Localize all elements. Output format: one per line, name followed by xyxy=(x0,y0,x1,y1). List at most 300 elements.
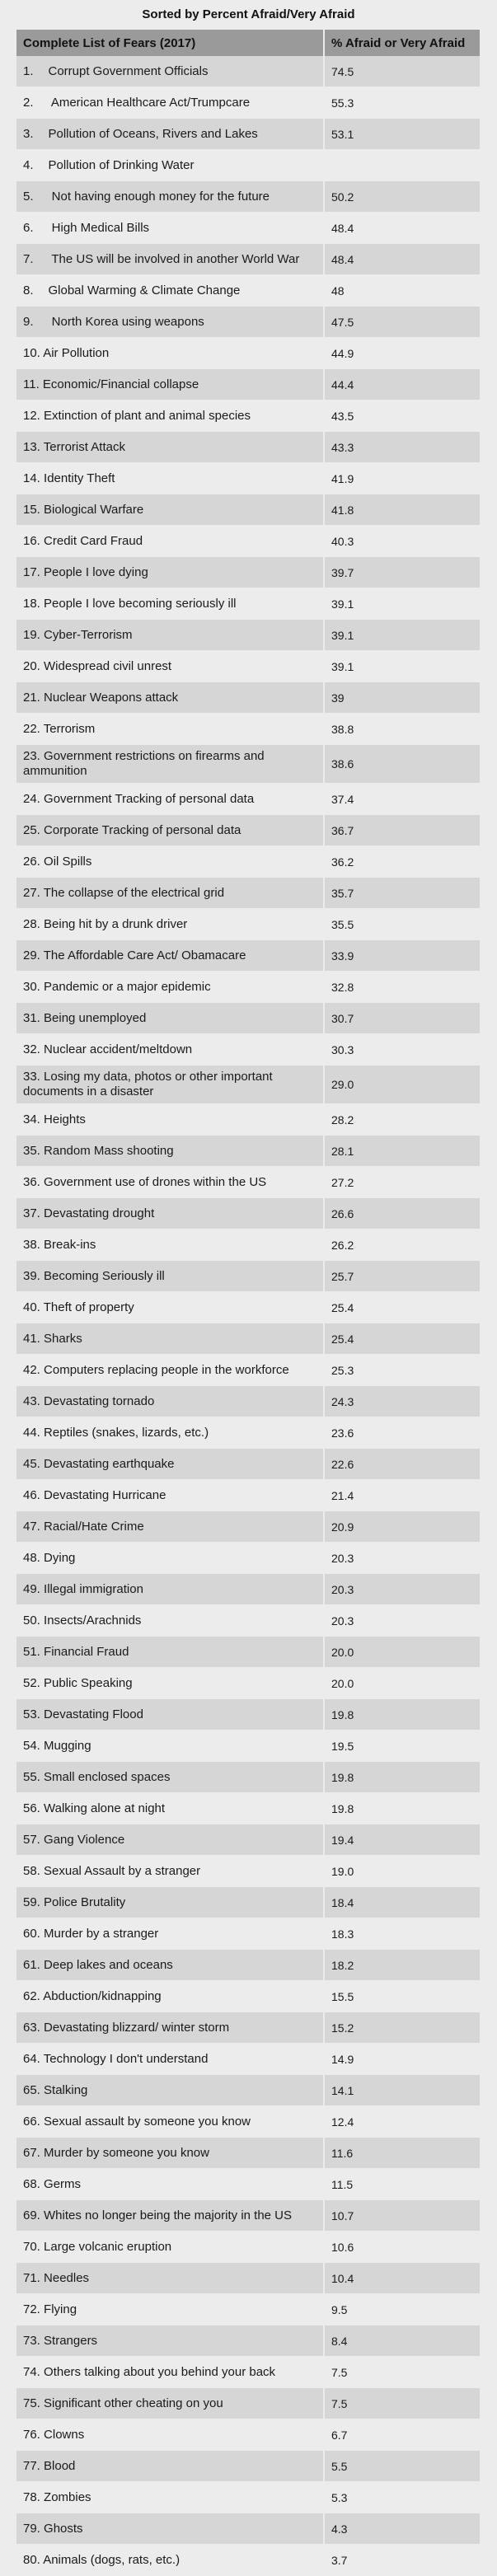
fear-cell xyxy=(16,651,324,682)
fear-label: Identity Theft xyxy=(40,471,115,485)
fear-cell xyxy=(16,1417,324,1449)
table-row xyxy=(16,1449,481,1480)
rank-number: 23. xyxy=(23,749,40,763)
rank-number: 49. xyxy=(23,1582,40,1596)
rank-number: 46. xyxy=(23,1488,40,1502)
table-row xyxy=(16,244,481,275)
table-row xyxy=(16,181,481,213)
rank-number: 51. xyxy=(23,1645,40,1659)
table-row xyxy=(16,2325,481,2357)
table-row xyxy=(16,2044,481,2075)
rank-number: 66. xyxy=(23,2115,40,2129)
rank-number: 27. xyxy=(23,886,40,900)
fear-label: Government Tracking of personal data xyxy=(40,792,255,806)
fear-cell xyxy=(16,1511,324,1543)
table-row xyxy=(16,745,481,784)
rank-number: 36. xyxy=(23,1175,40,1189)
fear-label: Nuclear Weapons attack xyxy=(40,691,179,705)
percent-cell: 14.9 xyxy=(324,2044,481,2075)
percent-cell: 20.9 xyxy=(324,1511,481,1543)
table-row xyxy=(16,2513,481,2545)
fear-cell xyxy=(16,682,324,714)
percent-cell: 27.2 xyxy=(324,1167,481,1198)
rank-number: 68. xyxy=(23,2177,40,2191)
fear-label: Losing my data, photos or other important documents in a disaster xyxy=(23,1070,276,1098)
fear-cell xyxy=(16,1386,324,1417)
rank-number: 26. xyxy=(23,855,40,869)
table-row xyxy=(16,1417,481,1449)
rank-number: 56. xyxy=(23,1801,40,1815)
percent-cell: 14.1 xyxy=(324,2075,481,2106)
table-row xyxy=(16,714,481,745)
rank-number: 73. xyxy=(23,2334,40,2348)
rank-number: 19. xyxy=(23,628,40,642)
percent-cell: 36.2 xyxy=(324,846,481,878)
table-row xyxy=(16,1543,481,1574)
fear-cell xyxy=(16,1950,324,1981)
fear-cell xyxy=(16,2106,324,2138)
rank-number: 71. xyxy=(23,2271,40,2285)
fear-label: The US will be involved in another World War xyxy=(38,252,300,266)
percent-cell: 44.9 xyxy=(324,338,481,369)
percent-cell: 48 xyxy=(324,275,481,307)
table-row xyxy=(16,2200,481,2232)
table-row xyxy=(16,119,481,150)
fear-label: Sexual Assault by a stranger xyxy=(40,1864,201,1878)
fear-cell xyxy=(16,2200,324,2232)
fear-label: Others talking about you behind your back xyxy=(40,2365,276,2379)
fear-cell xyxy=(16,56,324,87)
fear-label: Government restrictions on firearms and ammunition xyxy=(23,749,268,778)
fear-label: Pollution of Oceans, Rivers and Lakes xyxy=(38,127,258,141)
rank-number: 67. xyxy=(23,2146,40,2160)
table-row xyxy=(16,2169,481,2200)
rank-number: 10. xyxy=(23,346,40,360)
fear-cell xyxy=(16,1824,324,1856)
table-row xyxy=(16,1605,481,1637)
fear-label: Not having enough money for the future xyxy=(38,190,270,204)
percent-cell: 20.3 xyxy=(324,1574,481,1605)
table-row xyxy=(16,1793,481,1824)
fear-cell xyxy=(16,972,324,1003)
rank-number: 3. xyxy=(23,127,34,141)
fear-label: Pollution of Drinking Water xyxy=(38,158,195,172)
fear-cell xyxy=(16,784,324,815)
fear-cell xyxy=(16,2263,324,2294)
fear-cell xyxy=(16,2075,324,2106)
fear-cell xyxy=(16,909,324,940)
rank-number: 33. xyxy=(23,1070,40,1084)
fear-label: Sexual assault by someone you know xyxy=(40,2115,251,2129)
table-row xyxy=(16,588,481,620)
fear-cell xyxy=(16,213,324,244)
rank-number: 40. xyxy=(23,1300,40,1314)
rank-number: 76. xyxy=(23,2428,40,2442)
rank-number: 69. xyxy=(23,2208,40,2222)
table-row xyxy=(16,2451,481,2482)
fear-label: American Healthcare Act/Trumpcare xyxy=(38,96,251,110)
rank-number: 72. xyxy=(23,2302,40,2316)
percent-cell: 43.3 xyxy=(324,432,481,463)
percent-cell: 74.5 xyxy=(324,56,481,87)
fear-label: Financial Fraud xyxy=(40,1645,129,1659)
fear-label: Oil Spills xyxy=(40,855,92,869)
fear-cell xyxy=(16,87,324,119)
percent-cell: 10.7 xyxy=(324,2200,481,2232)
fear-cell xyxy=(16,1292,324,1323)
page-title: Sorted by Percent Afraid/Very Afraid xyxy=(142,7,355,21)
fear-cell xyxy=(16,275,324,307)
table-row xyxy=(16,1292,481,1323)
fear-label: Dying xyxy=(40,1551,76,1565)
fear-cell xyxy=(16,526,324,557)
fear-cell xyxy=(16,878,324,909)
fear-label: Large volcanic eruption xyxy=(40,2240,172,2254)
percent-cell: 22.6 xyxy=(324,1449,481,1480)
fear-cell xyxy=(16,2451,324,2482)
percent-cell: 19.8 xyxy=(324,1793,481,1824)
fear-cell xyxy=(16,1104,324,1136)
table-row xyxy=(16,2388,481,2419)
table-row xyxy=(16,846,481,878)
fear-label: Devastating blizzard/ winter storm xyxy=(40,2021,230,2035)
table-row xyxy=(16,682,481,714)
rank-number: 59. xyxy=(23,1895,40,1909)
rank-number: 24. xyxy=(23,792,40,806)
rank-number: 55. xyxy=(23,1770,40,1784)
percent-cell: 20.0 xyxy=(324,1637,481,1668)
fear-label: North Korea using weapons xyxy=(38,315,204,329)
percent-cell: 20.3 xyxy=(324,1543,481,1574)
rank-number: 39. xyxy=(23,1269,40,1283)
percent-cell: 30.3 xyxy=(324,1034,481,1066)
percent-cell: 11.6 xyxy=(324,2138,481,2169)
rank-number: 9. xyxy=(23,315,34,329)
fear-label: Terrorist Attack xyxy=(40,440,125,454)
fear-label: Whites no longer being the majority in the US xyxy=(40,2208,293,2222)
rank-number: 20. xyxy=(23,659,40,673)
fear-label: Murder by a stranger xyxy=(40,1927,159,1941)
table-row xyxy=(16,56,481,87)
fear-cell xyxy=(16,1605,324,1637)
fear-label: People I love dying xyxy=(40,565,148,579)
table-row xyxy=(16,432,481,463)
fear-label: Terrorism xyxy=(40,722,96,736)
table-row xyxy=(16,213,481,244)
rank-number: 7. xyxy=(23,252,34,266)
table-row xyxy=(16,878,481,909)
rank-number: 64. xyxy=(23,2052,40,2066)
percent-cell: 15.2 xyxy=(324,2012,481,2044)
fear-label: Mugging xyxy=(40,1739,91,1753)
percent-cell: 19.8 xyxy=(324,1699,481,1731)
table-row xyxy=(16,1699,481,1731)
percent-cell: 30.7 xyxy=(324,1003,481,1034)
fear-cell xyxy=(16,1449,324,1480)
fear-cell xyxy=(16,463,324,494)
table-row xyxy=(16,2012,481,2044)
fear-label: Air Pollution xyxy=(40,346,110,360)
percent-cell: 26.2 xyxy=(324,1229,481,1261)
fear-label: High Medical Bills xyxy=(38,221,150,235)
rank-number: 30. xyxy=(23,980,40,994)
fear-cell xyxy=(16,494,324,526)
percent-cell: 8.4 xyxy=(324,2325,481,2357)
fear-label: Significant other cheating on you xyxy=(40,2396,223,2410)
fear-label: Computers replacing people in the workforce xyxy=(40,1363,289,1377)
table-row xyxy=(16,1136,481,1167)
fear-cell xyxy=(16,1699,324,1731)
percent-cell: 36.7 xyxy=(324,815,481,846)
rank-number: 28. xyxy=(23,917,40,931)
percent-cell: 10.6 xyxy=(324,2232,481,2263)
fear-label: Break-ins xyxy=(40,1238,96,1252)
percent-cell: 39.7 xyxy=(324,557,481,588)
rank-number: 2. xyxy=(23,96,34,110)
fear-cell xyxy=(16,940,324,972)
fear-label: Small enclosed spaces xyxy=(40,1770,171,1784)
percent-cell: 19.4 xyxy=(324,1824,481,1856)
table-row xyxy=(16,1981,481,2012)
percent-cell: 41.9 xyxy=(324,463,481,494)
table-row xyxy=(16,1066,481,1104)
fear-label: Cyber-Terrorism xyxy=(40,628,133,642)
fear-cell xyxy=(16,1034,324,1066)
rank-number: 58. xyxy=(23,1864,40,1878)
rank-number: 12. xyxy=(23,409,40,423)
table-row xyxy=(16,1198,481,1229)
rank-number: 16. xyxy=(23,534,40,548)
rank-number: 4. xyxy=(23,158,34,172)
percent-cell: 39.1 xyxy=(324,588,481,620)
table-row xyxy=(16,1480,481,1511)
table-row xyxy=(16,1003,481,1034)
fear-cell xyxy=(16,369,324,400)
table-row xyxy=(16,1104,481,1136)
fear-cell xyxy=(16,1574,324,1605)
percent-cell: 24.3 xyxy=(324,1386,481,1417)
fear-label: Government use of drones within the US xyxy=(40,1175,267,1189)
table-row xyxy=(16,1856,481,1887)
table-row xyxy=(16,1824,481,1856)
percent-cell: 25.4 xyxy=(324,1323,481,1355)
fear-label: People I love becoming seriously ill xyxy=(40,597,237,611)
fear-cell xyxy=(16,1229,324,1261)
table-row xyxy=(16,651,481,682)
table-row xyxy=(16,1887,481,1918)
table-row xyxy=(16,1511,481,1543)
fear-cell xyxy=(16,2138,324,2169)
table-row xyxy=(16,1731,481,1762)
rank-number: 37. xyxy=(23,1206,40,1220)
rank-number: 43. xyxy=(23,1394,40,1408)
fear-label: Widespread civil unrest xyxy=(40,659,172,673)
fear-cell xyxy=(16,2044,324,2075)
fear-cell xyxy=(16,1918,324,1950)
table-header xyxy=(16,30,481,56)
fear-cell xyxy=(16,2388,324,2419)
table-row xyxy=(16,1355,481,1386)
percent-cell: 25.7 xyxy=(324,1261,481,1292)
fear-label: Walking alone at night xyxy=(40,1801,166,1815)
rank-number: 44. xyxy=(23,1426,40,1440)
percent-cell: 23.6 xyxy=(324,1417,481,1449)
fear-cell xyxy=(16,714,324,745)
rank-number: 74. xyxy=(23,2365,40,2379)
percent-cell: 40.3 xyxy=(324,526,481,557)
fear-label: Abduction/kidnapping xyxy=(40,1989,162,2003)
rank-number: 70. xyxy=(23,2240,40,2254)
rank-number: 34. xyxy=(23,1112,40,1126)
fear-label: Global Warming & Climate Change xyxy=(38,283,241,297)
percent-cell: 6.7 xyxy=(324,2419,481,2451)
percent-cell: 19.5 xyxy=(324,1731,481,1762)
fear-label: Devastating earthquake xyxy=(40,1457,175,1471)
percent-cell: 39 xyxy=(324,682,481,714)
fear-cell xyxy=(16,2012,324,2044)
table-row xyxy=(16,1637,481,1668)
fear-label: Devastating tornado xyxy=(40,1394,155,1408)
fear-cell xyxy=(16,1261,324,1292)
header-fear: Complete List of Fears (2017) xyxy=(16,30,324,56)
fear-cell xyxy=(16,2169,324,2200)
fear-cell xyxy=(16,846,324,878)
fear-label: Credit Card Fraud xyxy=(40,534,143,548)
fear-label: Ghosts xyxy=(40,2522,83,2536)
percent-cell: 28.1 xyxy=(324,1136,481,1167)
fear-label: Blood xyxy=(40,2459,76,2473)
fear-label: Zombies xyxy=(40,2490,91,2504)
percent-cell: 18.4 xyxy=(324,1887,481,1918)
rank-number: 75. xyxy=(23,2396,40,2410)
fear-cell xyxy=(16,307,324,338)
table-row xyxy=(16,150,481,181)
fear-label: Devastating Flood xyxy=(40,1707,143,1721)
rank-number: 1. xyxy=(23,64,34,78)
fear-cell xyxy=(16,620,324,651)
rank-number: 63. xyxy=(23,2021,40,2035)
fear-label: Nuclear accident/meltdown xyxy=(40,1042,193,1056)
fear-label: Needles xyxy=(40,2271,90,2285)
fear-label: Gang Violence xyxy=(40,1833,125,1847)
table-row xyxy=(16,307,481,338)
fear-label: Being hit by a drunk driver xyxy=(40,917,188,931)
percent-cell: 7.5 xyxy=(324,2388,481,2419)
percent-cell: 39.1 xyxy=(324,620,481,651)
fear-cell xyxy=(16,2419,324,2451)
percent-cell xyxy=(324,150,481,181)
fear-label: Extinction of plant and animal species xyxy=(40,409,251,423)
table-row xyxy=(16,2357,481,2388)
rank-number: 80. xyxy=(23,2553,40,2567)
percent-cell: 47.5 xyxy=(324,307,481,338)
table-row xyxy=(16,2075,481,2106)
fear-label: Racial/Hate Crime xyxy=(40,1520,144,1534)
percent-cell: 5.3 xyxy=(324,2482,481,2513)
rank-number: 48. xyxy=(23,1551,40,1565)
fear-cell xyxy=(16,2232,324,2263)
percent-cell: 19.8 xyxy=(324,1762,481,1793)
table-row xyxy=(16,620,481,651)
percent-cell: 20.0 xyxy=(324,1668,481,1699)
percent-cell: 4.3 xyxy=(324,2513,481,2545)
rank-number: 54. xyxy=(23,1739,40,1753)
table-row xyxy=(16,338,481,369)
fear-label: Flying xyxy=(40,2302,77,2316)
fear-cell xyxy=(16,1668,324,1699)
fear-label: The Affordable Care Act/ Obamacare xyxy=(40,948,246,962)
rank-number: 42. xyxy=(23,1363,40,1377)
percent-cell: 35.7 xyxy=(324,878,481,909)
table-row xyxy=(16,369,481,400)
fear-cell xyxy=(16,1731,324,1762)
table-row xyxy=(16,815,481,846)
fear-cell xyxy=(16,815,324,846)
rank-number: 22. xyxy=(23,722,40,736)
rank-number: 21. xyxy=(23,691,40,705)
table-row xyxy=(16,972,481,1003)
percent-cell: 28.2 xyxy=(324,1104,481,1136)
fear-cell xyxy=(16,1167,324,1198)
fear-cell xyxy=(16,1355,324,1386)
fear-label: Police Brutality xyxy=(40,1895,126,1909)
percent-cell: 7.5 xyxy=(324,2357,481,2388)
table-row xyxy=(16,2106,481,2138)
rank-number: 61. xyxy=(23,1958,40,1972)
percent-cell: 55.3 xyxy=(324,87,481,119)
table-row xyxy=(16,1261,481,1292)
percent-cell: 9.5 xyxy=(324,2294,481,2325)
percent-cell: 38.6 xyxy=(324,745,481,784)
fear-label: Heights xyxy=(40,1112,86,1126)
table-row xyxy=(16,463,481,494)
rank-number: 47. xyxy=(23,1520,40,1534)
fear-cell xyxy=(16,338,324,369)
table-row xyxy=(16,940,481,972)
fear-cell xyxy=(16,1323,324,1355)
fear-label: Animals (dogs, rats, etc.) xyxy=(40,2553,181,2567)
percent-cell: 50.2 xyxy=(324,181,481,213)
table-row xyxy=(16,2419,481,2451)
rank-number: 18. xyxy=(23,597,40,611)
rank-number: 5. xyxy=(23,190,34,204)
table-row xyxy=(16,2138,481,2169)
rank-number: 13. xyxy=(23,440,40,454)
percent-cell: 37.4 xyxy=(324,784,481,815)
rank-number: 38. xyxy=(23,1238,40,1252)
rank-number: 50. xyxy=(23,1614,40,1628)
percent-cell: 26.6 xyxy=(324,1198,481,1229)
percent-cell: 21.4 xyxy=(324,1480,481,1511)
fear-cell xyxy=(16,119,324,150)
fear-cell xyxy=(16,2357,324,2388)
table-row xyxy=(16,1950,481,1981)
percent-cell: 11.5 xyxy=(324,2169,481,2200)
percent-cell: 32.8 xyxy=(324,972,481,1003)
fear-cell xyxy=(16,1003,324,1034)
fear-cell xyxy=(16,2513,324,2545)
table-row xyxy=(16,2294,481,2325)
percent-cell: 48.4 xyxy=(324,244,481,275)
fear-cell xyxy=(16,400,324,432)
rank-number: 53. xyxy=(23,1707,40,1721)
rank-number: 45. xyxy=(23,1457,40,1471)
fear-cell xyxy=(16,1981,324,2012)
fear-label: Strangers xyxy=(40,2334,98,2348)
header-percent: % Afraid or Very Afraid xyxy=(324,30,481,56)
rank-number: 78. xyxy=(23,2490,40,2504)
table-row xyxy=(16,1167,481,1198)
